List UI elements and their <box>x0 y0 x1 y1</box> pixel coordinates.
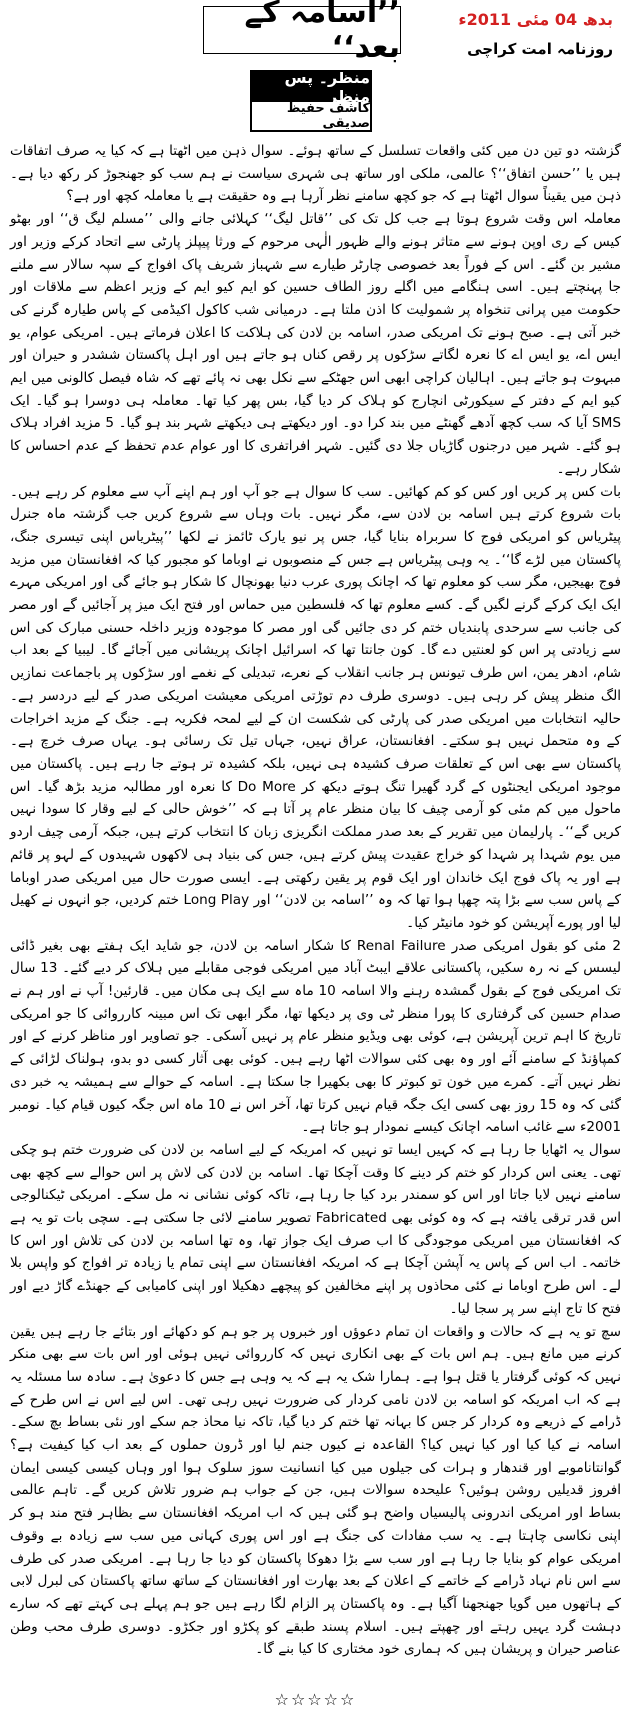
article-paragraph: 2 مئی کو بقول امریکی صدر Renal Failure کا شکار اسامہ بن لادن، جو شاید ایک ہفتے بھی بغیر ڈائی لیسس کے نہ رہ سکیں، پاکستانی علاقے ایبٹ آباد میں امریکی فوجی مقابلے میں ہلاک کر دیے گئے۔ 13 سال تک امریکی فوج کے بقول گمشدہ رہنے والا اسامہ 10 ماہ سے ایک ہی مکان میں۔ قارئین! آپ نے اور ہم نے صدام حسین کی گرفتاری کا پورا منظر ٹی وی پر دیکھا تھا، مگر ابھی تک اس مبینہ کارروائی کا جو امریکی تاریخ کا اہم ترین آپریشن ہے، کوئی بھی ویڈیو منظر عام پر نہیں آسکی۔ جو تصاویر اور مناظر کرنے کے اور کمپاؤنڈ کے سامنے آئے اور وہ بھی کئی سوالات اٹھا رہے ہیں۔ کوئی بھی آثار کسی دو بدو، ہولناک لڑائی کے نظر نہیں آتے۔ کمرے میں خون تو کبوتر کا بھی بکھیرا جا سکتا ہے۔ اسامہ کے حوالے سے ہمیشہ یہ خبر دی گئی کہ وہ 15 روز بھی کسی ایک جگہ قیام نہیں کرتا تھا، آخر اس نے 10 ماہ اس جگہ کیوں قیام کیا۔ نومبر 2001ء سے غائب اسامہ اچانک کیسے نمودار ہو جاتا ہے۔ <box>10 937 621 1136</box>
article-body <box>10 140 621 1661</box>
article-paragraph: بات کس پر کریں اور کس کو کم کھائیں۔ سب کا سوال ہے جو آپ اور ہم اپنے آپ سے معلوم کر رہے ہیں۔ بات شروع کرتے ہیں اسامہ بن لادن سے، مگر نہیں۔ بات وہاں سے شروع کریں جب گزشتہ ماہ جنرل پیٹریاس کو امریکی فوج کا سربراہ بنایا گیا، جس پر نیو یارک ٹائمز نے لکھا ’’پیٹریاس اپنی تیسری جنگ، پاکستان میں لڑے گا‘‘۔ یہ وہی پیٹریاس ہے جس کے منصوبوں نے اوباما کو مجبور کیا کہ افغانستان میں مزید فوج بھیجیں، مگر سب کو معلوم تھا کہ اچانک پوری عرب دنیا بھونچال کا شکار ہو جائے گی اور امریکی مہرے ایک ایک کرکے گرنے لگیں گے۔ کسے معلوم تھا کہ فلسطین میں حماس اور فتح ایک میز پر آجائیں گے اور مصر کی جانب سے سرحدی پابندیاں ختم کر دی جائیں گی اور مصر کا موجودہ وزیر داخلہ حسنی مبارک کی اس سے زیادتی پر اس کو لعنتیں دے گا۔ کون جانتا تھا کہ اسرائیل اچانک پریشانی میں آجائے گا۔ لیبیا کے بعد اب شام، ادھر یمن، اس طرف تیونس ہر جانب انقلاب کے نعرے، تبدیلی کے نغمے اور سڑکوں پر باجماعت نمازیں الگ منظر پیش کر رہی ہیں۔ دوسری طرف دم توڑتی امریکی معیشت امریکی صدر کے لیے دردسر ہے۔ حالیہ انتخابات میں امریکی صدر کی پارٹی کی شکست ان کے لیے لمحہ فکریہ ہے۔ جنگ کے مزید اخراجات کے وہ متحمل نہیں ہو سکتے۔ افغانستان، عراق نہیں، جہاں تیل تک رسائی ہو۔ یہاں صرف خرچ ہے۔ پاکستان سے بھی اس کے تعلقات صرف کشیدہ ہی نہیں، بلکہ کشیدہ تر ہوتے جا رہے ہیں۔ پاکستان میں موجود امریکی ایجنٹوں کے گرد گھیرا تنگ ہوتے دیکھ کر Do More کا نعرہ اور مطالبہ مزید بڑھ گیا۔ اس ماحول میں کم مئی کو آرمی چیف کا بیان منظر عام پر آتا ہے کہ ’’خوش حالی کے لیے وقار کا سودا نہیں کریں گے‘‘۔ پارلیمان میں تقریر کے بعد صدر مملکت انگریزی زبان کا انتخاب کرتے ہیں، جبکہ آرمی چیف اردو میں یوم شہدا پر شہدا کو خراج عقیدت پیش کرتے ہیں، جس کی بنیاد ہی لاکھوں شہیدوں کے لہو پر قائم ہے اور یہ پاک فوج ایک خاندان اور ایک قوم پر یقین رکھتی ہے۔ ایسی صورت حال میں امریکی صدر اوباما کے پاس سب سے بڑا پتہ چھپا ہوا تھا کہ وہ ’’اسامہ بن لادن‘‘ اور Long Play ختم کردیں، جو انہوں نے کھیل لیا اور پورے آپریشن کو خود مانیٹر کیا۔ <box>10 483 621 931</box>
article-title: ’’اسامہ کے بعد‘‘ <box>203 6 401 54</box>
article-paragraph: سوال یہ اٹھایا جا رہا ہے کہ کہیں ایسا تو نہیں کہ امریکہ کے لیے اسامہ بن لادن کی ضرورت ختم ہو چکی تھی۔ یعنی اس کردار کو ختم کر دینے کا وقت آچکا تھا۔ اسامہ بن لادن کی لاش پر اس حوالے سے کچھ بھی سامنے نہیں لایا جاتا اور اس کو سمندر برد کیا جا رہا ہے، تاکہ کوئی نشانی نہ مل سکے۔ امریکی ٹیکنالوجی اس قدر ترقی یافتہ ہے کہ وہ کوئی بھی Fabricated تصویر سامنے لائی جا سکتی ہے۔ سچی بات تو یہ ہے کہ افغانستان میں امریکی موجودگی کا اب صرف ایک جواز تھا، وہ تھا اسامہ بن لادن کی تلاش اور اس کا خاتمہ۔ اب اس کے پاس یہ آپشن آچکا ہے کہ امریکہ افغانستان سے اپنی تمام یا زیادہ تر افواج کو واپس بلا لے۔ اس طرح اوباما نے کئی محاذوں پر اپنے مخالفین کو پیچھے دھکیلا اور اپنی کامیابی کے جھنڈے گاڑ دیے اور فتح کا تاج اپنے سر پر سجا لیا۔ <box>10 1141 621 1317</box>
column-name: منظر۔ پس منظر <box>252 72 370 102</box>
column-badge <box>250 70 372 132</box>
author-name: کاشف حفیظ صدیقی <box>286 101 370 131</box>
article-paragraph: سچ تو یہ ہے کہ حالات و واقعات ان تمام دعوؤں اور خبروں پر جو ہم کو دکھائے اور بتائے جا رہے ہیں یقین کرنے میں مانع ہیں۔ ہم اس بات کے بھی انکاری نہیں کہ کارروائی نہیں ہوئی اور اس بات سے بھی منکر نہیں کہ کوئی گرفتار یا قتل ہوا ہے۔ ہمارا شک یہ ہے کہ یہ وہی ہے جس کا دعویٰ ہے۔ سادہ سا مسئلہ یہ ہے کہ اب امریکہ کو اسامہ بن لادن نامی کردار کی ضرورت نہیں رہی تھی۔ اس لیے اس نے اس طرح کے ڈرامے کے ذریعے وہ کردار کر جس کا بہانہ تھا ختم کر دیا گیا، تاکہ نیا محاذ جم سکے اور نئی بساط بچ سکے۔ اسامہ نے کیا کیا اور کیا نہیں کیا؟ القاعدہ نے کیوں جنم لیا اور ڈرون حملوں کے بعد اب کیا کیفیت ہے؟ گوانتاناموبے اور قندھار و ہرات کی جیلوں میں کیا انسانیت سوز سلوک ہوا اور وہاں کیسی کیسی ایمان افروز قدیلیں روشن ہوئیں؟ علیحدہ سوالات ہیں، جن کے جواب ہم ضرور تلاش کریں گے۔ تاہم عالمی بساط اور امریکی اندرونی پالیسیاں واضح ہو گئی ہیں کہ اب امریکہ افغانستان سے بظاہر فتح مند ہو کر اپنی نکاسی چاہتا ہے۔ یہ سب مفادات کی جنگ ہے اور اس پوری کہانی میں سب سے زیادہ بے وقوف امریکی عوام کو بنایا جا رہا ہے اور سب سے بڑا دھوکا پاکستان کو دیا جا رہا ہے۔ امریکی صدر کی طرف سے اس نام نہاد ڈرامے کے خاتمے کے اعلان کے بعد بھارت اور افغانستان کے ساتھ ساتھ پاکستان کی لبرل لابی کے ہاتھوں میں گویا جھنجھنا آگیا ہے۔ وہ پاکستان پر الزام لگا رہے ہیں جو ہم پہلے ہی کہتے تھے کہ سارے دہشت گرد یہیں رہتے اور چھپتے ہیں۔ اسلام پسند طبقے کو پکڑو اور جکڑو۔ دوسری طرف محب وطن عناصر حیران و پریشان ہیں کہ ہماری خود مختاری کا کیا بنے گا۔ <box>10 1323 621 1658</box>
publication-date: بدھ 04 مئی 2011ء <box>458 10 613 29</box>
article-paragraph: معاملہ اس وقت شروع ہوتا ہے جب کل تک کی ’’قاتل لیگ‘‘ کہلائی جانے والی ’’مسلم لیگ ق‘‘ اور بھٹو کیس کے ری اوپن ہونے سے متاثر ہونے والے ظہور الٰہی مرحوم کے ورثا پیپلز پارٹی سے اتحاد کرکے وزیر اور مشیر بن گئے۔ اس کے فوراً بعد خصوصی چارٹر طیارے سے شہباز شریف پاک افواج کے سپہ سالار سے ملنے جا پہنچتے ہیں۔ اسی ہنگامے میں اگلے روز الطاف حسین کو ایم کیو ایم کے وزیر اعظم سے ملاقات اور حکومت میں پرانی تنخواہ پر شمولیت کا اذن ملتا ہے۔ درمیانی شب کاکول اکیڈمی کے پاس طیارہ گرنے کی خبر آتی ہے۔ صبح ہونے تک امریکی صدر، اسامہ بن لادن کی ہلاکت کا اعلان فرماتے ہیں۔ امریکی عوام، یو ایس اے، یو ایس اے کا نعرہ لگاتے سڑکوں پر رقص کناں ہو جاتے ہیں اور اہل پاکستان ششدر و حیران اور مبہوت ہو جاتے ہیں۔ اہالیان کراچی ابھی اس جھٹکے سے نکل بھی نہ پائے تھے کہ شاہ فیصل کالونی میں ایم کیو ایم کے دفتر کے سیکورٹی انچارج کو ہلاک کر دیا گیا، بس پھر کیا تھا۔ معاملہ ہی دوسرا ہو گیا۔ ایک SMS آیا کہ سب کچھ آدھے گھنٹے میں بند کرا دو۔ اور دیکھتے ہی دیکھتے شہر بند ہو گیا۔ 5 مزید افراد ہلاک ہو گئے۔ شہر میں درجنوں گاڑیاں جلا دی گئیں۔ شہر افراتفری کا اور عوام عدم تحفظ کے عدم احساس کا شکار رہے۔ <box>10 211 621 477</box>
article-paragraph: گزشتہ دو تین دن میں کئی واقعات تسلسل کے ساتھ ہوئے۔ سوال ذہن میں اٹھتا ہے کہ کیا یہ صرف اتفاقات ہیں یا ’’حسن اتفاق‘‘؟ عالمی، ملکی اور ساتھ ہی شہری سیاست نے ہم سب کو جھنجوڑ کر رکھ دیا ہے۔ ذہن میں یقیناً سوال اٹھتا ہے کہ جو کچھ سامنے نظر آرہا ہے وہ حقیقت ہے یا معاملہ کچھ اور ہے؟ <box>10 143 621 205</box>
end-stars: ☆☆☆☆☆ <box>274 1690 357 1709</box>
newspaper-name: روزنامہ امت کراچی <box>467 40 613 58</box>
